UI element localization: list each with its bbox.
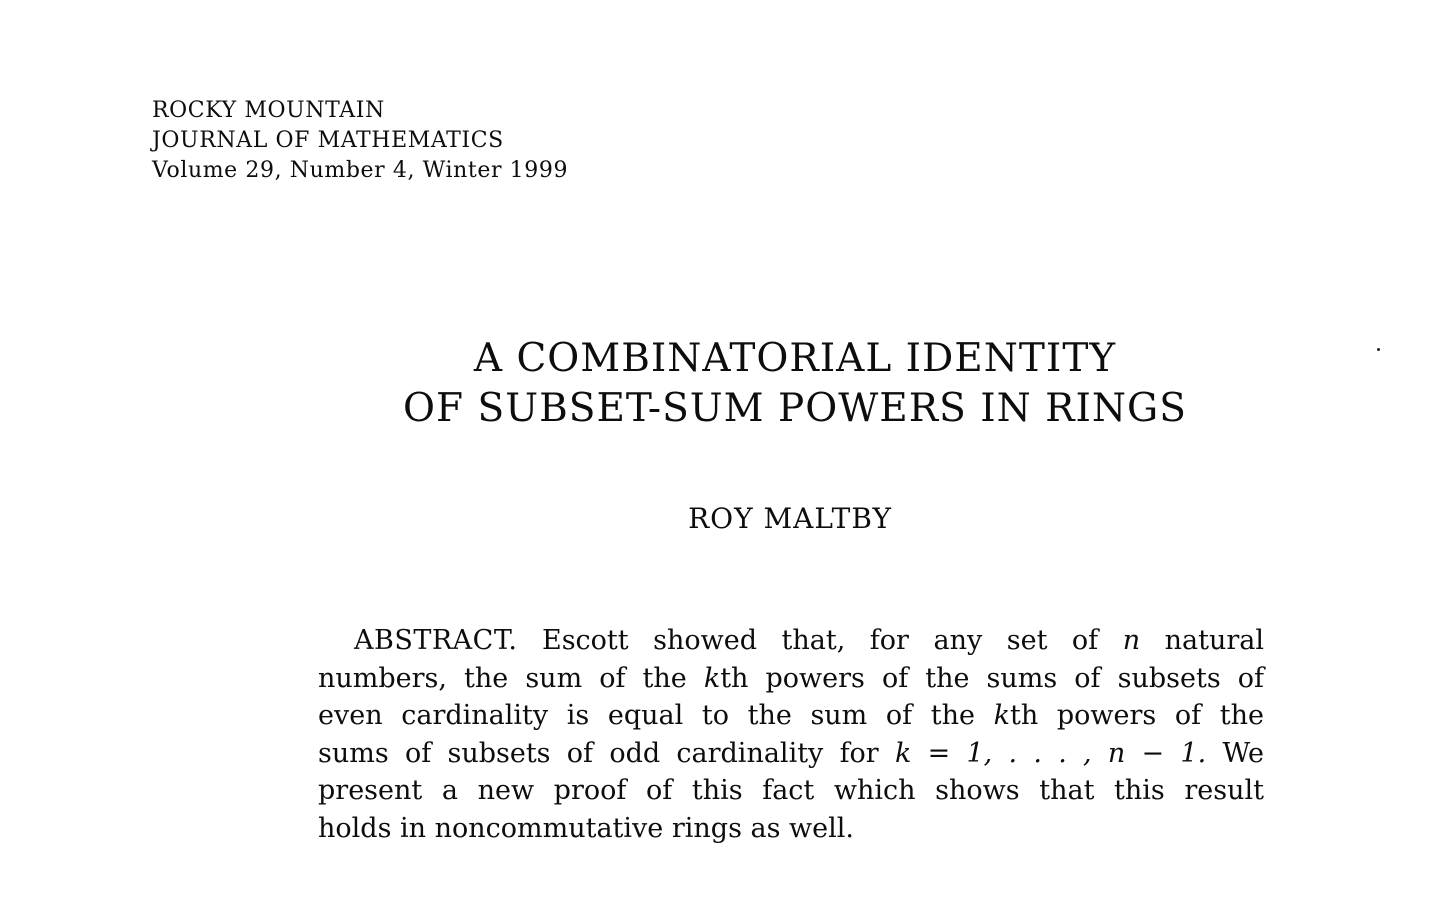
math-variable: k xyxy=(993,700,1010,731)
abstract-text: th powers of the sums of subsets of xyxy=(720,662,1264,694)
journal-name-line-1: ROCKY MOUNTAIN xyxy=(152,98,385,123)
journal-issue-info: Volume 29, Number 4, Winter 1999 xyxy=(152,158,569,183)
paper-title-line-1: A COMBINATORIAL IDENTITY xyxy=(473,336,1117,381)
abstract-line-4 xyxy=(318,735,1264,773)
paper-title-line-2: OF SUBSET-SUM POWERS IN RINGS xyxy=(403,386,1187,431)
journal-name-line-2: JOURNAL OF MATHEMATICS xyxy=(152,128,504,153)
math-variable: k xyxy=(703,662,721,694)
abstract-text: even cardinality is equal to the sum of the xyxy=(318,700,975,731)
abstract-text: We xyxy=(1222,737,1264,769)
paper-title xyxy=(300,334,1290,434)
abstract-line-6: holds in noncommutative rings as well. xyxy=(318,812,854,844)
abstract-text: numbers, the sum of the xyxy=(318,662,687,694)
abstract-line-5: present a new proof of this fact which shows that this result xyxy=(318,775,1264,806)
abstract-text: natural xyxy=(1164,625,1264,656)
author-name: ROY MALTBY xyxy=(688,502,892,535)
scan-speck xyxy=(1377,348,1380,351)
abstract-label: ABSTRACT. xyxy=(354,625,518,656)
journal-header xyxy=(152,96,568,186)
abstract-line-3 xyxy=(318,697,1264,735)
abstract-line-2 xyxy=(318,660,1264,698)
abstract-text: Escott showed that, for any set of xyxy=(541,625,1099,656)
abstract-text: sums of subsets of odd cardinality for xyxy=(318,737,879,769)
abstract xyxy=(318,622,1264,847)
abstract-text: th powers of the xyxy=(1010,700,1264,731)
math-expression: k = 1, . . . , n − 1. xyxy=(894,737,1207,769)
abstract-line-1 xyxy=(318,622,1264,660)
math-variable: n xyxy=(1122,625,1141,656)
